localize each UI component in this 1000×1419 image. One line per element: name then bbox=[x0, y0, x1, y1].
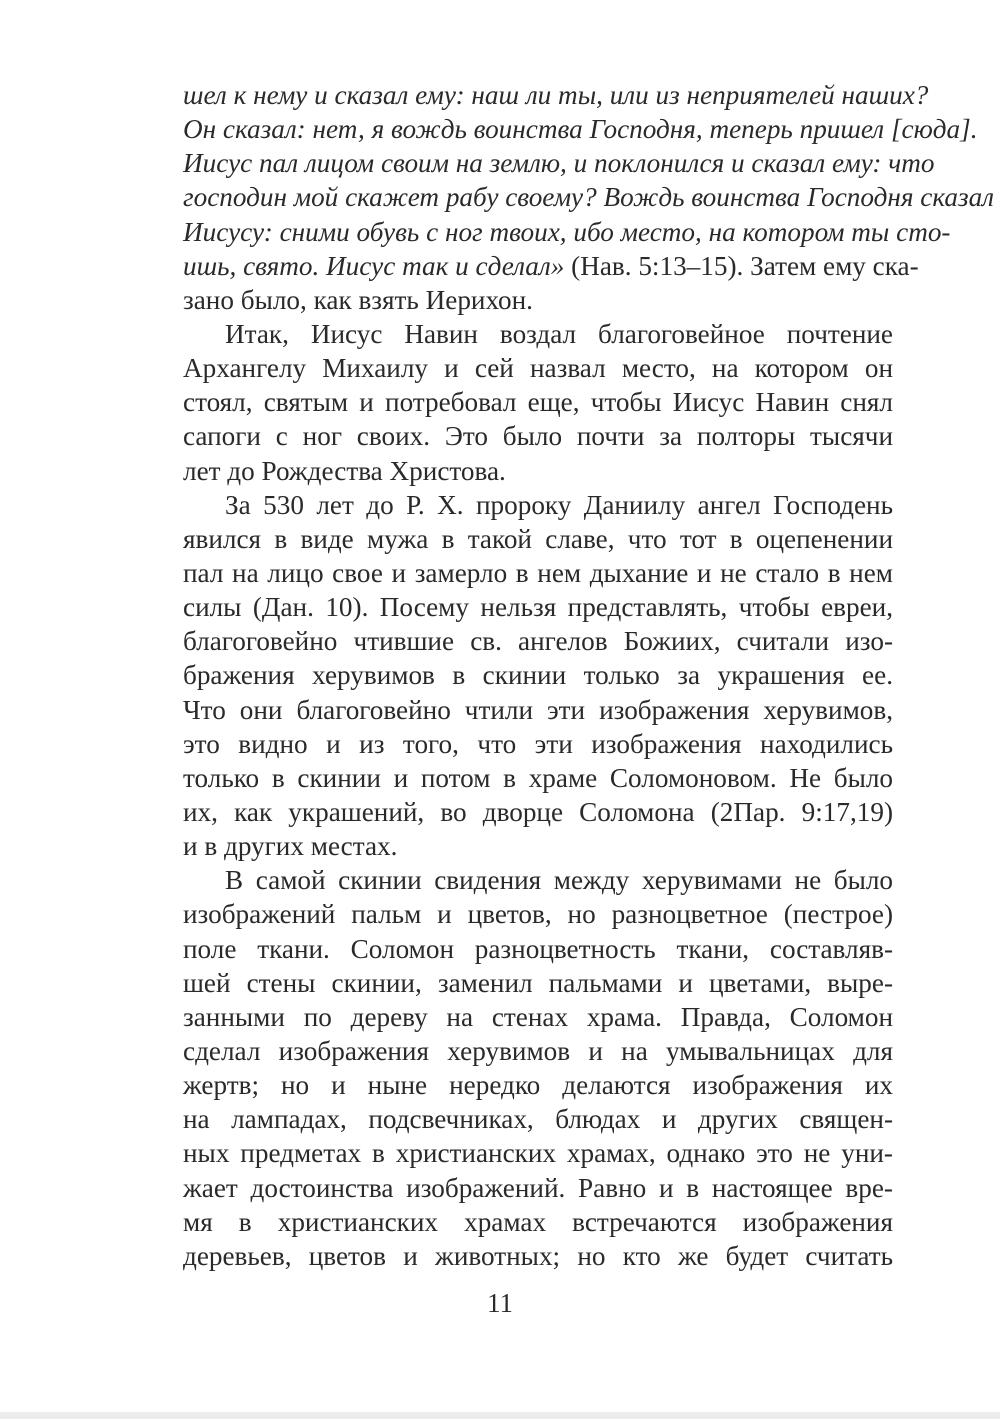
text-line bbox=[183, 1102, 893, 1136]
text-line bbox=[183, 1239, 893, 1273]
body-text-run: деревьев, цветов и животных; но кто же будет считать bbox=[183, 1240, 893, 1271]
body-text-run: шей стены скинии, заменил пальмами и цветами, выре- bbox=[183, 967, 893, 998]
body-text-run: За 530 лет до Р. Х. пророку Даниилу ангел Господень bbox=[225, 489, 893, 520]
body-text-run: лет до Рождества Христова. bbox=[183, 455, 506, 486]
body-text-run: благоговейно чтившие св. ангелов Божиих, считали изо- bbox=[183, 626, 893, 657]
text-line bbox=[183, 761, 893, 795]
body-text-run: жает достоинства изображений. Равно и в настоящее вре- bbox=[183, 1172, 893, 1203]
text-line bbox=[183, 1205, 893, 1239]
text-line bbox=[183, 624, 893, 658]
text-line bbox=[183, 966, 893, 1000]
body-text bbox=[183, 78, 995, 1273]
page-bottom-edge bbox=[0, 1412, 1000, 1419]
body-text-run: стоял, святым и потребовал еще, чтобы Иисус Навин снял bbox=[183, 387, 893, 418]
quote-text: ишь, свято. Иисус так и сделал» bbox=[183, 250, 565, 281]
text-line bbox=[183, 454, 893, 488]
body-text-run: мя в христианских храмах встречаются изображения bbox=[183, 1206, 893, 1237]
text-line bbox=[183, 180, 995, 214]
body-text-run: пал на лицо свое и замерло в нем дыхание и не стало в нем bbox=[183, 557, 893, 588]
quote-text: господин мой скажет рабу своему? Вождь воинства Господня сказал bbox=[183, 182, 995, 213]
text-line bbox=[183, 112, 978, 146]
text-line bbox=[183, 419, 893, 453]
body-text-run: ных предметах в христианских храмах, однако это не уни- bbox=[183, 1138, 893, 1169]
text-line bbox=[183, 488, 893, 522]
text-line bbox=[183, 1136, 893, 1170]
quote-text: Он сказал: нет, я вождь воинства Господня, теперь пришел [сюда]. bbox=[183, 114, 978, 145]
body-text-run: и в других местах. bbox=[183, 831, 398, 862]
body-text-run: поле ткани. Соломон разноцветность ткани, составляв- bbox=[183, 933, 893, 964]
body-text-run: только в скинии и потом в храме Соломоновом. Не было bbox=[183, 762, 893, 793]
body-text-run: (Нав. 5:13–15). Затем ему ска- bbox=[564, 250, 919, 281]
text-line bbox=[183, 146, 935, 180]
page-number: 11 bbox=[487, 1288, 513, 1318]
text-line bbox=[183, 795, 893, 829]
body-text-run: Что они благоговейно чтили эти изображения херувимов, bbox=[183, 694, 893, 725]
text-line bbox=[183, 1171, 893, 1205]
body-text-run: Итак, Иисус Навин воздал благоговейное почтение bbox=[225, 318, 893, 349]
text-line bbox=[183, 78, 929, 112]
text-line bbox=[183, 317, 893, 351]
text-line bbox=[183, 897, 893, 931]
body-text-run: занными по дереву на стенах храма. Правда, Соломон bbox=[183, 1001, 893, 1032]
quote-text: Иисус пал лицом своим на землю, и поклонился и сказал ему: что bbox=[183, 148, 935, 179]
body-text-run: сапоги с ног своих. Это было почти за полторы тысячи bbox=[183, 421, 893, 452]
body-text-run: Архангелу Михаилу и сей назвал место, на котором он bbox=[183, 353, 893, 384]
body-text-run: В самой скинии свидения между херувимами не было bbox=[225, 865, 893, 896]
body-text-run: бражения херувимов в скинии только за украшения ее. bbox=[183, 660, 893, 691]
text-line bbox=[183, 658, 893, 692]
text-line bbox=[183, 522, 893, 556]
text-line bbox=[183, 1034, 893, 1068]
text-line bbox=[183, 932, 893, 966]
body-text-run: изображений пальм и цветов, но разноцветное (пестрое) bbox=[183, 899, 893, 930]
body-text-run: это видно и из того, что эти изображения находились bbox=[183, 728, 893, 759]
text-line bbox=[183, 215, 951, 249]
text-line bbox=[183, 351, 893, 385]
text-line bbox=[183, 590, 893, 624]
text-line bbox=[183, 829, 893, 863]
body-text-run: зано было, как взять Иерихон. bbox=[183, 284, 533, 315]
body-text-run: их, как украшений, во дворце Соломона (2Пар. 9:17,19) bbox=[183, 796, 893, 827]
text-line bbox=[183, 249, 919, 283]
text-line bbox=[183, 283, 893, 317]
text-line bbox=[183, 556, 893, 590]
text-line bbox=[183, 727, 893, 761]
body-text-run: на лампадах, подсвечниках, блюдах и других священ- bbox=[183, 1104, 893, 1135]
body-text-run: сделал изображения херувимов и на умывальницах для bbox=[183, 1035, 893, 1066]
text-line bbox=[183, 1068, 893, 1102]
text-line bbox=[183, 385, 893, 419]
text-line bbox=[183, 1000, 893, 1034]
text-line bbox=[183, 863, 893, 897]
body-text-run: силы (Дан. 10). Посему нельзя представлять, чтобы евреи, bbox=[183, 592, 893, 623]
quote-text: шел к нему и сказал ему: наш ли ты, или из неприятелей наших? bbox=[183, 80, 929, 110]
body-text-run: жертв; но и ныне нередко делаются изображения их bbox=[183, 1070, 893, 1101]
quote-text: Иисусу: сними обувь с ног твоих, ибо место, на котором ты сто- bbox=[183, 216, 951, 247]
body-text-run: явился в виде мужа в такой славе, что тот в оцепенении bbox=[183, 523, 893, 554]
text-line bbox=[183, 693, 893, 727]
